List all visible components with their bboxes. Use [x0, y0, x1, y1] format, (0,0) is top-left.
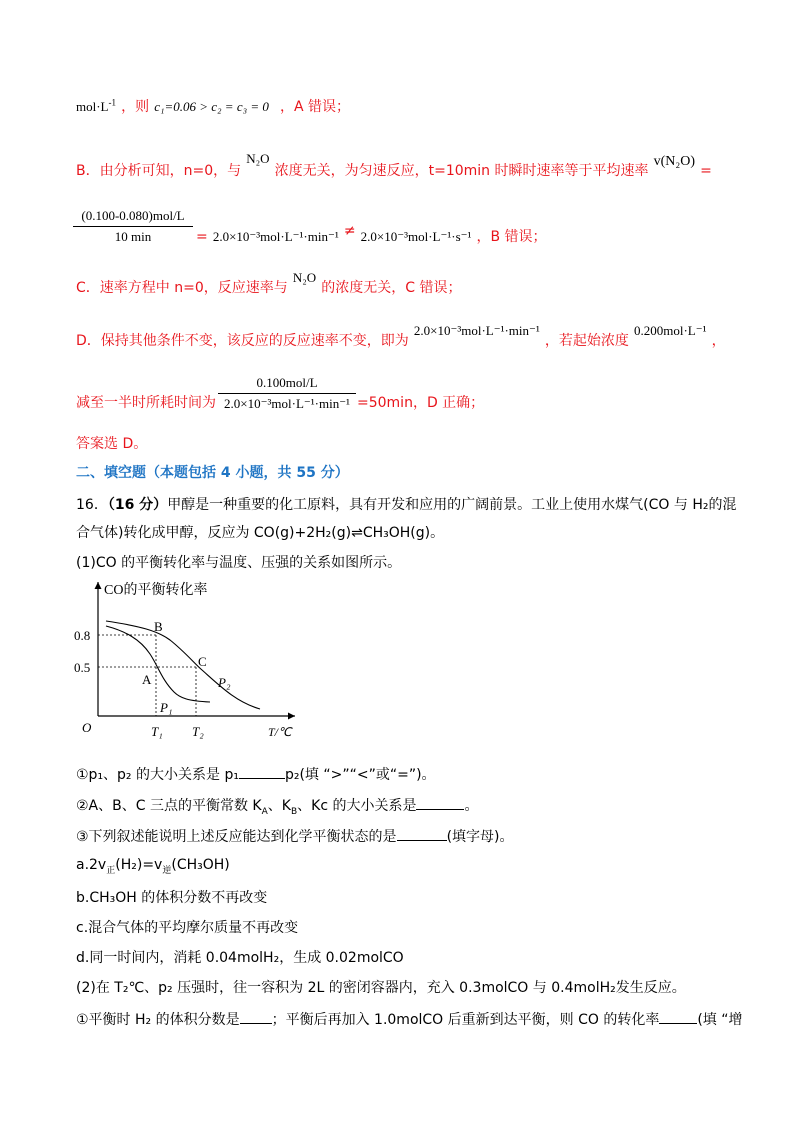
sub2-text-a: ②A、B、C 三点的平衡常数 K — [76, 798, 262, 814]
intro-text-a: 甲醇是一种重要的化工原料，具有开发和应用的广阔前景。工业上使用水煤气(CO 与 H₂的混 — [167, 497, 737, 513]
q16-sub1 — [76, 764, 436, 784]
x-tick-t1: T₁ — [151, 724, 163, 739]
q16-sub3 — [76, 826, 514, 846]
fraction-1 — [73, 208, 193, 245]
comma: ， — [711, 333, 726, 349]
curve-p2 — [106, 621, 260, 709]
question-score: （16 分） — [107, 497, 168, 513]
fraction-1-numerator: (0.100-0.080)mol/L — [73, 208, 193, 227]
solution-line-b — [76, 151, 712, 180]
fraction-2 — [218, 375, 356, 412]
text-c-wrong: 的浓度无关，C 错误； — [321, 280, 462, 296]
sub2-sep1: 、K — [267, 798, 291, 814]
opt-a-1: a.2v — [76, 857, 107, 873]
fraction-2-denominator: 2.0×10⁻³mol·L⁻¹·min⁻¹ — [224, 396, 350, 411]
q16-intro-line-2: 合气体)转化成甲醇，反应为 CO(g)+2H₂(g)⇌CH₃OH(g)。 — [76, 525, 445, 541]
equals-sign: = — [700, 163, 712, 179]
point-a-label: A — [142, 672, 152, 687]
not-equal-sign: ≠ — [343, 223, 356, 239]
sub1-text-a: ①p₁、p₂ 的大小关系是 p₁ — [76, 767, 239, 783]
rate-symbol: v(N₂O) — [653, 154, 696, 169]
answer-blank-4[interactable] — [240, 1023, 272, 1024]
point-c-label: C — [198, 654, 207, 669]
option-c: c.混合气体的平均摩尔质量不再改变 — [76, 920, 299, 936]
x-tick-t2: T₂ — [192, 724, 204, 739]
series-p1-label: P₁ — [160, 700, 173, 715]
answer-blank-3[interactable] — [397, 840, 447, 841]
opt-a-2: (H₂)=v — [115, 857, 163, 873]
section-heading: 二、填空题（本题包括 4 小题，共 55 分） — [76, 465, 349, 481]
species-n2o: N₂O — [246, 151, 270, 166]
opt-a-sub-forward: 正 — [106, 865, 116, 876]
point-b-label: B — [154, 619, 163, 634]
option-d: d.同一时间内，消耗 0.04molH₂，生成 0.02molCO — [76, 950, 404, 966]
text-c-prefix: C．速率方程中 n=0，反应速率与 — [76, 280, 288, 296]
text-d-prefix: D．保持其他条件不变，该反应的反应速率不变，即为 — [76, 333, 409, 349]
c-comparison: c₁=0.06 > c₂ = c₃ = 0 — [154, 99, 269, 114]
answer-blank-2[interactable] — [416, 809, 464, 810]
option-b: b.CH₃OH 的体积分数不再改变 — [76, 890, 268, 906]
sub4-text-c: (填 “增 — [697, 1012, 743, 1028]
text-b-wrong: ，B 错误； — [476, 229, 547, 245]
unit-mol-l: $mol\cdot L^{-1}$ — [76, 97, 116, 114]
question-number: 16． — [76, 497, 108, 513]
sub4-text-a: ①平衡时 H₂ 的体积分数是 — [76, 1012, 240, 1028]
solution-line-1 — [76, 96, 350, 116]
sub3-text-b: (填字母)。 — [446, 829, 514, 845]
solution-line-c — [76, 270, 462, 297]
y-tick-0.5: 0.5 — [74, 660, 91, 675]
text-b-prefix: B．由分析可知，n=0，与 — [76, 163, 242, 179]
opt-a-sub-reverse: 逆 — [162, 865, 172, 876]
curve-p1 — [106, 626, 210, 702]
option-a — [76, 857, 230, 876]
part2-text: (2)在 T₂℃、p₂ 压强时，往一容积为 2L 的密闭容器内，充入 0.3molCO 与 0.4molH₂发生反应。 — [76, 980, 686, 996]
text-b-mid: 浓度无关，为匀速反应，t=10min 时瞬时速率等于平均速率 — [274, 163, 649, 179]
q16-sub2 — [76, 795, 478, 817]
rate-value-sec: 2.0×10⁻³mol·L⁻¹·s⁻¹ — [360, 229, 472, 244]
answer-blank-1[interactable] — [239, 778, 285, 779]
conversion-chart — [70, 574, 310, 750]
sub4-text-b: ；平衡后再加入 1.0molCO 后重新到达平衡，则 CO 的转化率 — [271, 1012, 660, 1028]
answer-line: 答案选 D。 — [76, 436, 148, 452]
text-a-wrong: ，A 错误； — [280, 99, 351, 115]
rate-value-min: 2.0×10⁻³mol·L⁻¹·min⁻¹ — [212, 229, 339, 244]
origin-label: O — [82, 720, 92, 735]
solution-line-d — [76, 323, 726, 350]
species-n2o: N₂O — [292, 270, 317, 285]
rate-value: 2.0×10⁻³mol·L⁻¹·min⁻¹ — [413, 323, 540, 338]
sub1-text-b: p₂(填 “>”“<”或“=”)。 — [284, 767, 436, 783]
sub-a: A — [261, 806, 268, 817]
y-axis-label: CO的平衡转化率 — [104, 583, 208, 598]
sub3-text-a: ③下列叙述能说明上述反应能达到化学平衡状态的是 — [76, 829, 397, 845]
part1-text: (1)CO 的平衡转化率与温度、压强的关系如图所示。 — [76, 555, 402, 571]
text-then: ，则 — [121, 99, 150, 115]
sub2-end: 。 — [464, 798, 479, 814]
text-d-correct: =50min，D 正确； — [357, 395, 485, 411]
equals-sign: = — [196, 229, 208, 245]
solution-line-e — [76, 392, 216, 412]
answer-blank-5[interactable] — [659, 1023, 697, 1024]
fraction-2-numerator: 0.100mol/L — [218, 375, 356, 394]
q16-intro-line-1 — [76, 494, 736, 514]
solution-line-b2 — [196, 223, 547, 246]
sub-b: B — [290, 806, 298, 817]
series-p2-label: P₂ — [218, 675, 231, 690]
text-d-mid: ，若起始浓度 — [544, 333, 629, 349]
initial-concentration: 0.200mol·L⁻¹ — [633, 323, 707, 338]
sub2-sep2: 、Kc 的大小关系是 — [297, 798, 417, 814]
y-tick-0.8: 0.8 — [74, 628, 91, 643]
q16-sub4 — [76, 1009, 743, 1029]
text-e-prefix: 减至一半时所耗时间为 — [76, 395, 216, 411]
solution-line-e2 — [357, 392, 484, 412]
fraction-1-denominator: 10 min — [114, 229, 152, 244]
opt-a-3: (CH₃OH) — [171, 857, 230, 873]
x-axis-label: T/℃ — [268, 725, 292, 739]
